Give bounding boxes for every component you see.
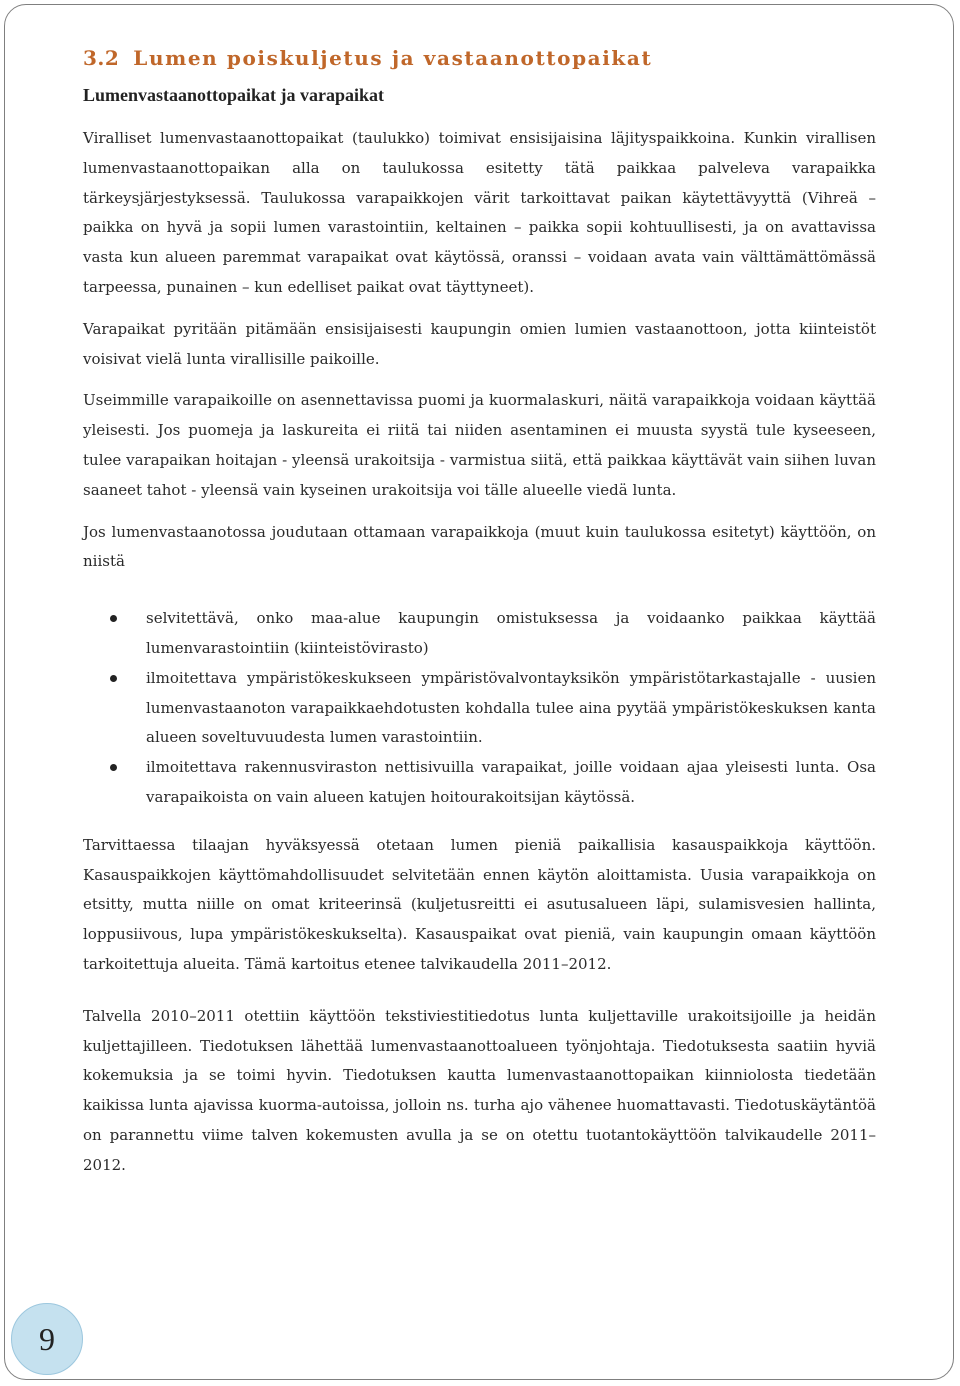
bullet-list <box>83 604 876 813</box>
paragraph-1: Viralliset lumenvastaanottopaikat (taulukko) toimivat ensisijaisina läjityspaikkoina. Kunkin virallisen lumenvastaanottopaikan alla on taulukossa esitetty tätä paikkaa palveleva varapaikka tärkeysjärjestyksessä. Taulukossa varapaikkojen värit tarkoittavat paikan käytettävyyttä (Vihreä – paikka on hyvä ja sopii lumen varastointiin, keltainen – paikka sopii kohtuullisesti, ja on avattavissa vasta kun alueen paremmat varapaikat ovat käytössä, oranssi – voidaan avata vain välttämättömässä tarpeessa, punainen – kun edelliset paikat ovat täyttyneet). <box>83 129 876 296</box>
section-title: Lumen poiskuljetus ja vastaanottopaikat <box>133 46 653 70</box>
subheading: Lumenvastaanottopaikat ja varapaikat <box>83 85 385 105</box>
list-item-text: ilmoitettava rakennusviraston nettisivuilla varapaikat, joille voidaan ajaa yleisesti lunta. Osa varapaikoista on vain alueen katujen hoitourakoitsijan käytössä. <box>146 758 876 806</box>
list-item <box>83 604 876 664</box>
paragraph-6: Talvella 2010–2011 otettiin käyttöön tekstiviestitiedotus lunta kuljettaville urakoitsijoille ja heidän kuljettajilleen. Tiedotuksen lähettää lumenvastaanottoalueen työnjohtaja. Tiedotuksesta saatiin hyviä kokemuksia ja se toimi hyvin. Tiedotuksen kautta lumenvastaanottopaikan kiinniolosta tiedetään kaikissa lunta ajavissa kuorma-autoissa, jolloin ns. turha ajo vähenee huomattavasti. Tiedotuskäytäntöä on parannettu viime talven kokemusten avulla ja se on otettu tuotantokäyttöön talvikaudelle 2011–2012. <box>83 1006 876 1174</box>
document-body <box>83 44 876 1181</box>
page-number-badge: 9 <box>11 1303 83 1375</box>
bullet-icon <box>110 764 117 771</box>
paragraph-5: Tarvittaessa tilaajan hyväksyessä otetaan lumen pieniä paikallisia kasauspaikkoja käyttöön. Kasauspaikkojen käyttömahdollisuudet selvitetään ennen käytön aloittamista. Uusia varapaikkoja on etsitty, mutta niille on omat kriteerinsä (kuljetusreitti ei asutusalueen läpi, sulamisvesien hallinta, loppusiivous, lupa ympäristökeskukselta). Kasauspaikat ovat pieniä, vain kaupungin omaan käyttöön tarkoitettuja alueita. Tämä kartoitus etenee talvikaudella 2011–2012. <box>83 835 876 973</box>
paragraph-2: Varapaikat pyritään pitämään ensisijaisesti kaupungin omien lumien vastaanottoon, jotta kiinteistöt voisivat vielä lunta virallisille paikoille. <box>83 319 876 368</box>
bullet-icon <box>110 675 117 682</box>
paragraph-3: Useimmille varapaikoille on asennettavissa puomi ja kuormalaskuri, näitä varapaikkoja voidaan käyttää yleisesti. Jos puomeja ja laskureita ei riitä tai niiden asentaminen ei muusta syystä tule kyseeseen, tulee varapaikan hoitajan - yleensä urakoitsija - varmistua siitä, että paikkaa käyttävät vain siihen luvan saaneet tahot - yleensä vain kyseinen urakoitsija voi tälle alueelle viedä lunta. <box>83 391 876 499</box>
list-item <box>83 664 876 753</box>
bullet-icon <box>110 615 117 622</box>
paragraph-4: Jos lumenvastaanotossa joudutaan ottamaan varapaikkoja (muut kuin taulukossa esitetyt) käyttöön, on niistä <box>83 522 876 571</box>
list-item <box>83 753 876 813</box>
list-item-text: selvitettävä, onko maa-alue kaupungin omistuksessa ja voidaanko paikkaa käyttää lumenvarastointiin (kiinteistövirasto) <box>146 609 876 657</box>
list-item-text: ilmoitettava ympäristökeskukseen ympäristövalvontayksikön ympäristötarkastajalle - uusien lumenvastaanoton varapaikkaehdotusten kohdalla tulee aina pyytää ympäristökeskuksen kanta alueen soveltuvuudesta lumen varastointiin. <box>146 668 876 747</box>
section-heading <box>83 44 876 72</box>
section-number: 3.2 <box>83 46 120 70</box>
